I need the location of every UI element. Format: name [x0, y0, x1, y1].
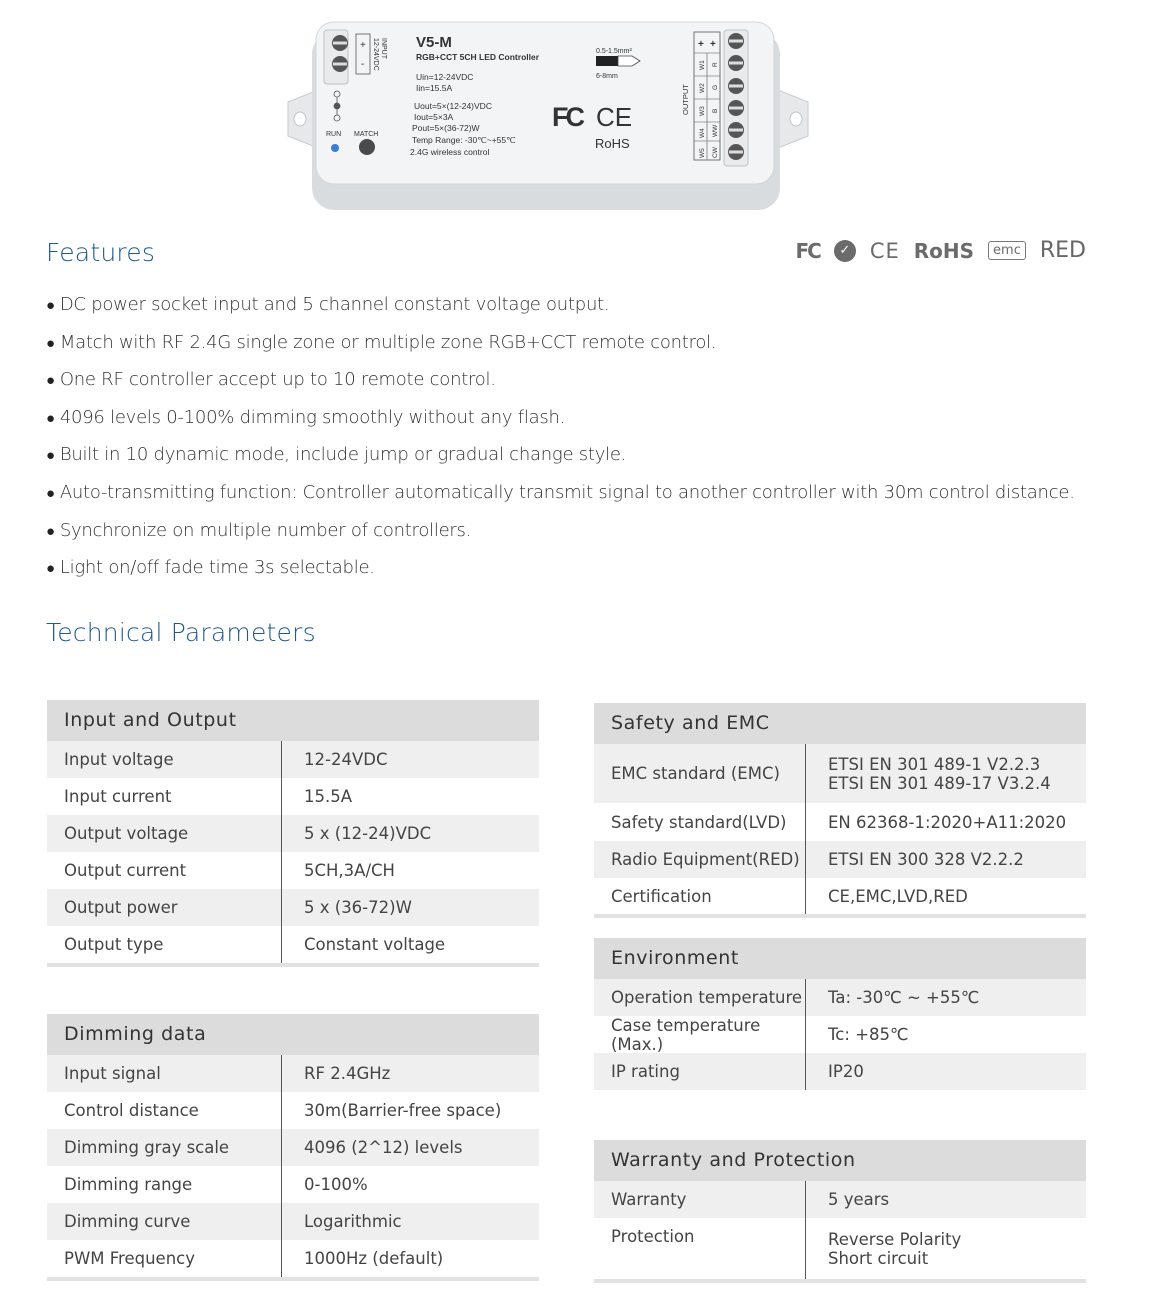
param-label: Output voltage [47, 815, 282, 852]
feature-item [46, 549, 1075, 587]
table-row [47, 1240, 539, 1277]
param-label: EMC standard (EMC) [594, 744, 806, 803]
param-value: ETSI EN 301 489-17 V3.2.4 [828, 773, 1051, 793]
param-label: Certification [594, 878, 806, 914]
param-label: Input voltage [47, 741, 282, 778]
feature-item [46, 399, 1075, 437]
bullet-icon: ● [46, 371, 55, 390]
spec-line: Iout=5×3A [414, 112, 454, 122]
feature-item [46, 286, 1075, 324]
table-row [594, 841, 1086, 878]
spec-line: Uin=12-24VDC [416, 72, 474, 82]
param-label: Dimming gray scale [47, 1129, 282, 1166]
param-value: 30m(Barrier-free space) [304, 1101, 502, 1120]
output-plus-label: + [698, 39, 704, 50]
feature-item [46, 512, 1075, 550]
feature-text: Auto-transmitting function: Controller automatically transmit signal to another controller with 30m control distance. [59, 481, 1075, 503]
param-label: Output type [47, 926, 282, 963]
param-value: 5 x (36-72)W [304, 898, 412, 917]
rohs-logo: RoHS [595, 136, 630, 151]
controller-product-image [284, 20, 812, 212]
table-row [594, 979, 1086, 1016]
param-label: IP rating [594, 1053, 806, 1090]
spec-line: Temp Range: -30℃~+55℃ [412, 135, 516, 145]
environment-table [594, 938, 1086, 1090]
features-heading: Features [46, 238, 156, 267]
safety-emc-table [594, 703, 1086, 918]
param-value: 5 years [828, 1190, 890, 1209]
red-logo-icon: RED [1039, 238, 1086, 263]
channel-label: B [712, 108, 719, 113]
param-label: Output power [47, 889, 282, 926]
param-value: 15.5A [304, 787, 353, 806]
feature-text: Synchronize on multiple number of controllers. [59, 519, 472, 541]
param-value: 4096 (2^12) levels [304, 1138, 463, 1157]
table-header: Environment [594, 938, 1086, 979]
param-value: Reverse Polarity [828, 1229, 962, 1249]
channel-label: G [712, 84, 719, 90]
table-row [47, 1129, 539, 1166]
input-minus-label: - [361, 59, 365, 70]
input-terminal-icon [324, 30, 348, 84]
table-row [47, 741, 539, 778]
feature-text: Built in 10 dynamic mode, include jump or gradual change style. [59, 444, 627, 466]
channel-label: W1 [699, 60, 706, 70]
table-row [47, 1092, 539, 1129]
output-terminal-icon [724, 30, 748, 166]
channel-label: WW [712, 124, 719, 137]
bullet-icon: ● [46, 521, 55, 540]
param-value: 5CH,3A/CH [304, 861, 395, 880]
bullet-icon: ● [46, 408, 55, 427]
table-row [47, 1166, 539, 1203]
channel-label: W5 [699, 148, 706, 158]
spec-line: Uout=5×(12-24)VDC [414, 101, 492, 111]
table-row [47, 926, 539, 963]
table-row [47, 1055, 539, 1092]
dimming-data-table [47, 1014, 539, 1281]
features-list [46, 286, 1075, 587]
channel-label: W3 [699, 106, 706, 116]
bullet-icon: ● [46, 483, 55, 502]
bullet-icon: ● [46, 333, 55, 352]
input-label: INPUT [380, 38, 387, 59]
feature-item [46, 436, 1075, 474]
output-label: OUTPUT [681, 84, 690, 115]
certification-logos [795, 238, 1086, 263]
input-output-table [47, 700, 539, 967]
param-value: RF 2.4GHz [304, 1064, 391, 1083]
param-value: 1000Hz (default) [304, 1249, 444, 1268]
channel-label: W4 [699, 128, 706, 138]
param-value: EN 62368-1:2020+A11:2020 [828, 812, 1067, 832]
table-row [594, 1053, 1086, 1090]
table-row [47, 815, 539, 852]
channel-label: CW [712, 147, 719, 158]
param-label: Warranty [594, 1181, 806, 1218]
param-value: ETSI EN 300 328 V2.2.2 [828, 850, 1024, 869]
table-row [47, 1203, 539, 1240]
param-label: Dimming curve [47, 1203, 282, 1240]
param-label: Input current [47, 778, 282, 815]
feature-text: DC power socket input and 5 channel constant voltage output. [59, 294, 610, 315]
rohs-logo-icon: RoHS [913, 238, 975, 263]
param-value: Short circuit [828, 1248, 929, 1268]
table-header: Dimming data [47, 1014, 539, 1055]
table-row [594, 1218, 1086, 1279]
model-subtitle: RGB+CCT 5CH LED Controller [416, 52, 540, 62]
param-value: Constant voltage [304, 935, 446, 954]
param-value: IP20 [828, 1062, 864, 1081]
feature-text: Light on/off fade time 3s selectable. [59, 557, 375, 579]
match-button[interactable] [359, 139, 375, 155]
param-label: Radio Equipment(RED) [594, 841, 806, 878]
channel-label: W2 [699, 83, 706, 93]
match-label: MATCH [354, 131, 379, 138]
wire-size-label: 0.5-1.5mm² [596, 48, 632, 55]
table-row [594, 1181, 1086, 1218]
param-label: Output current [47, 852, 282, 889]
table-row [47, 889, 539, 926]
check-logo-icon: ✓ [834, 240, 856, 262]
param-label: Case temperature (Max.) [594, 1016, 806, 1053]
param-label: Control distance [47, 1092, 282, 1129]
param-label: Safety standard(LVD) [594, 803, 806, 841]
wire-strip-icon [596, 56, 640, 66]
strip-length-label: 6-8mm [596, 73, 618, 80]
input-plus-label: + [360, 40, 366, 51]
param-label: Operation temperature [594, 979, 806, 1016]
param-value: 12-24VDC [304, 750, 388, 769]
run-led-icon [331, 144, 339, 152]
table-row [47, 852, 539, 889]
table-header: Input and Output [47, 700, 539, 741]
fc-logo-icon: FC [795, 238, 820, 263]
param-value: 5 x (12-24)VDC [304, 824, 432, 843]
table-row [594, 744, 1086, 803]
bullet-icon: ● [46, 446, 55, 465]
fc-logo: FC [552, 102, 582, 132]
table-row [594, 1016, 1086, 1053]
feature-item [46, 324, 1075, 362]
param-value: Logarithmic [304, 1212, 402, 1231]
spec-line: 2.4G wireless control [410, 147, 490, 157]
bullet-icon: ● [46, 296, 55, 314]
param-value: 0-100% [304, 1175, 368, 1194]
technical-parameters-heading: Technical Parameters [46, 618, 316, 647]
param-label: Protection [594, 1218, 806, 1279]
feature-item [46, 474, 1075, 512]
param-value: ETSI EN 301 489-1 V2.2.3 [828, 754, 1041, 774]
param-label: PWM Frequency [47, 1240, 282, 1277]
feature-text: One RF controller accept up to 10 remote control. [59, 369, 496, 391]
table-header: Safety and EMC [594, 703, 1086, 744]
channel-label: R [712, 62, 719, 67]
spec-line: Pout=5×(36-72)W [412, 123, 480, 133]
spec-line: Iin=15.5A [416, 83, 453, 93]
table-row [47, 778, 539, 815]
table-header: Warranty and Protection [594, 1140, 1086, 1181]
model-name: V5-M [416, 34, 452, 51]
table-row [594, 803, 1086, 841]
run-label: RUN [326, 131, 342, 138]
ce-logo-icon: CE [869, 238, 900, 263]
emc-logo-icon: emc [988, 241, 1026, 260]
param-label: Input signal [47, 1055, 282, 1092]
feature-text: Match with RF 2.4G single zone or multiple zone RGB+CCT remote control. [59, 331, 717, 353]
feature-text: 4096 levels 0-100% dimming smoothly without any flash. [59, 406, 566, 428]
input-voltage-label: 12-24VDC [372, 38, 379, 71]
param-label: Dimming range [47, 1166, 282, 1203]
table-row [594, 878, 1086, 914]
param-value: Ta: -30℃ ~ +55℃ [828, 988, 980, 1007]
output-plus-label: + [710, 39, 716, 50]
param-value: Tc: +85℃ [828, 1025, 909, 1044]
bullet-icon: ● [46, 559, 55, 578]
param-value: CE,EMC,LVD,RED [828, 886, 968, 906]
ce-logo: CE [596, 102, 633, 132]
warranty-protection-table [594, 1140, 1086, 1283]
feature-item [46, 361, 1075, 399]
